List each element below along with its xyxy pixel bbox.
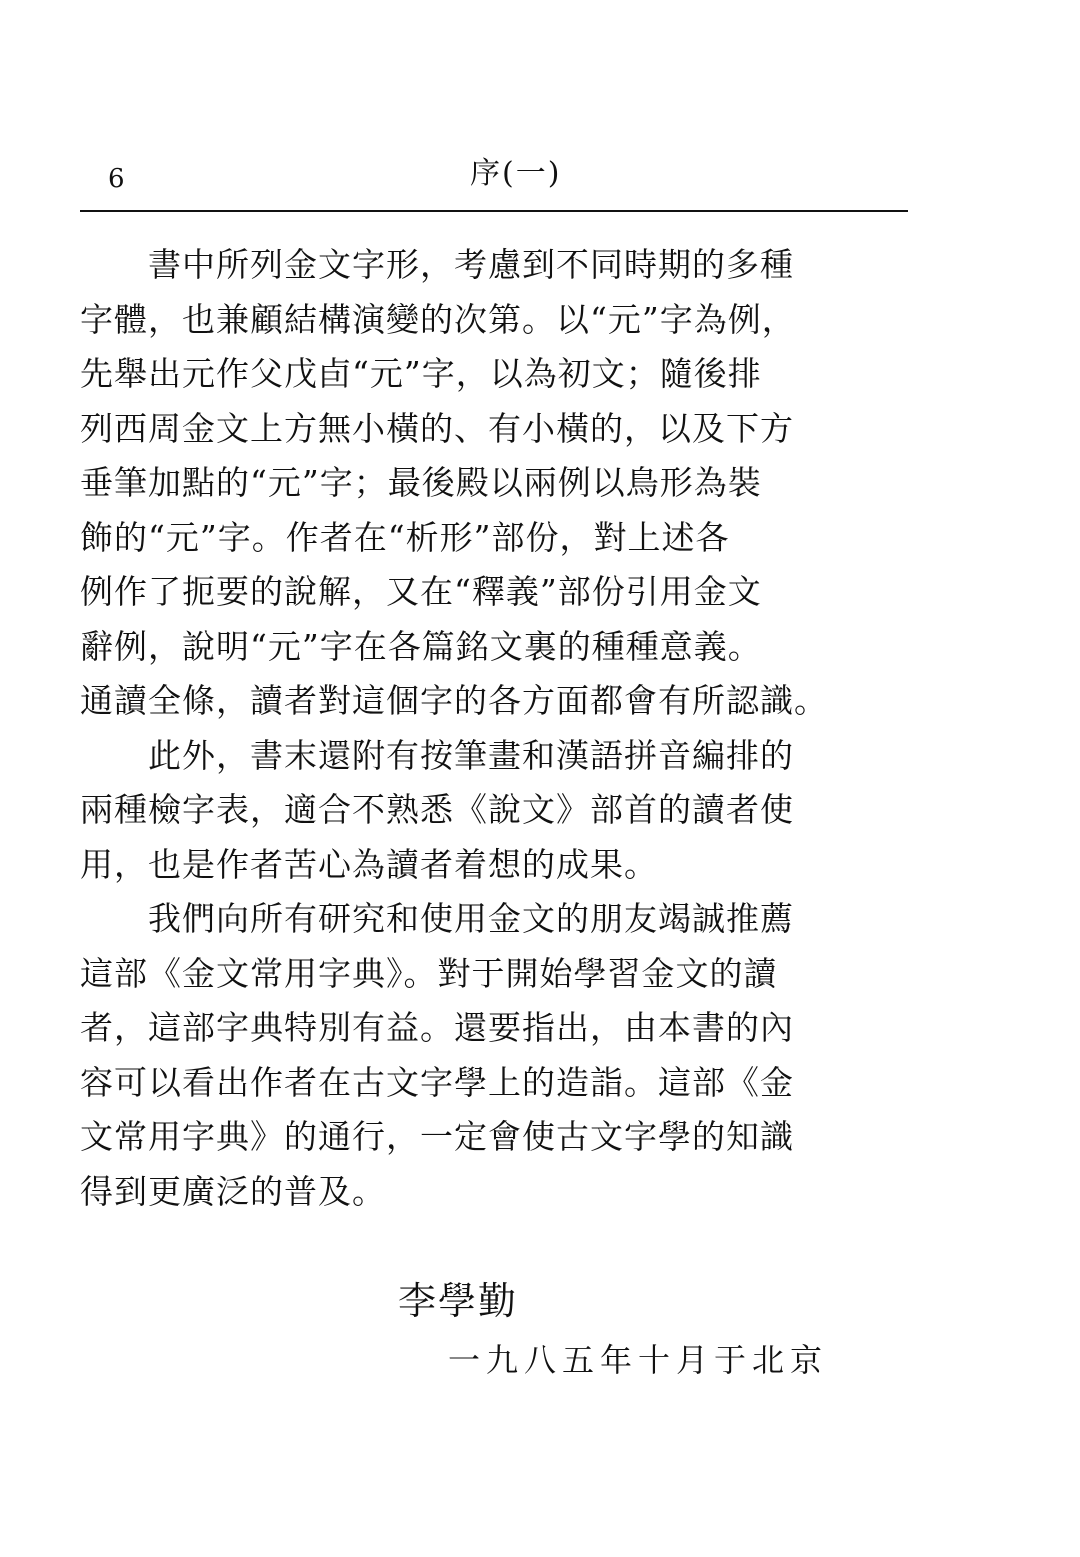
paragraph-1: [80, 238, 910, 729]
page-number: 6: [108, 164, 125, 194]
text-line: 書中所列金文字形，考慮到不同時期的多種: [80, 245, 794, 284]
text-line: 文常用字典》的通行，一定會使古文字學的知識: [80, 1117, 794, 1156]
text-line: 通讀全條，讀者對這個字的各方面都會有所認識。: [80, 681, 828, 720]
paragraph-3: [80, 892, 910, 1219]
header-rule: [80, 210, 908, 212]
text-line: 垂筆加點的“元”字；最後殿以兩例以鳥形為裝: [80, 463, 762, 502]
text-line: 兩種檢字表，適合不熟悉《說文》部首的讀者使: [80, 790, 794, 829]
text-line: 先舉出元作父戊卣“元”字，以為初文；隨後排: [80, 354, 762, 393]
text-line: 這部《金文常用字典》。對于開始學習金文的讀: [80, 953, 778, 993]
text-line: 辭例，說明“元”字在各篇銘文裏的種種意義。: [80, 626, 762, 666]
text-line: 此外，書末還附有按筆畫和漢語拼音編排的: [80, 735, 794, 775]
body-text: [80, 238, 910, 1219]
signature-author: 李學勤: [398, 1279, 519, 1323]
text-line: 例作了扼要的說解，又在“釋義”部份引用金文: [80, 572, 762, 611]
text-line: 字體，也兼顧結構演變的次第。以“元”字為例，: [80, 299, 796, 339]
paragraph-2: [80, 729, 910, 893]
signature-dateline: 一九八五年十月于北京: [448, 1341, 829, 1379]
text-line: 用，也是作者苦心為讀者着想的成果。: [80, 844, 658, 884]
running-title: 序(一): [470, 156, 562, 191]
text-line: 得到更廣泛的普及。: [80, 1171, 386, 1211]
text-line: 者，這部字典特別有益。還要指出，由本書的內: [80, 1008, 794, 1047]
text-line: 列西周金文上方無小橫的、有小橫的，以及下方: [80, 408, 794, 448]
text-line: 容可以看出作者在古文字學上的造詣。這部《金: [80, 1062, 794, 1102]
text-line: 飾的“元”字。作者在“析形”部份，對上述各: [80, 517, 730, 557]
text-line: 我們向所有研究和使用金文的朋友竭誠推薦: [80, 899, 794, 938]
